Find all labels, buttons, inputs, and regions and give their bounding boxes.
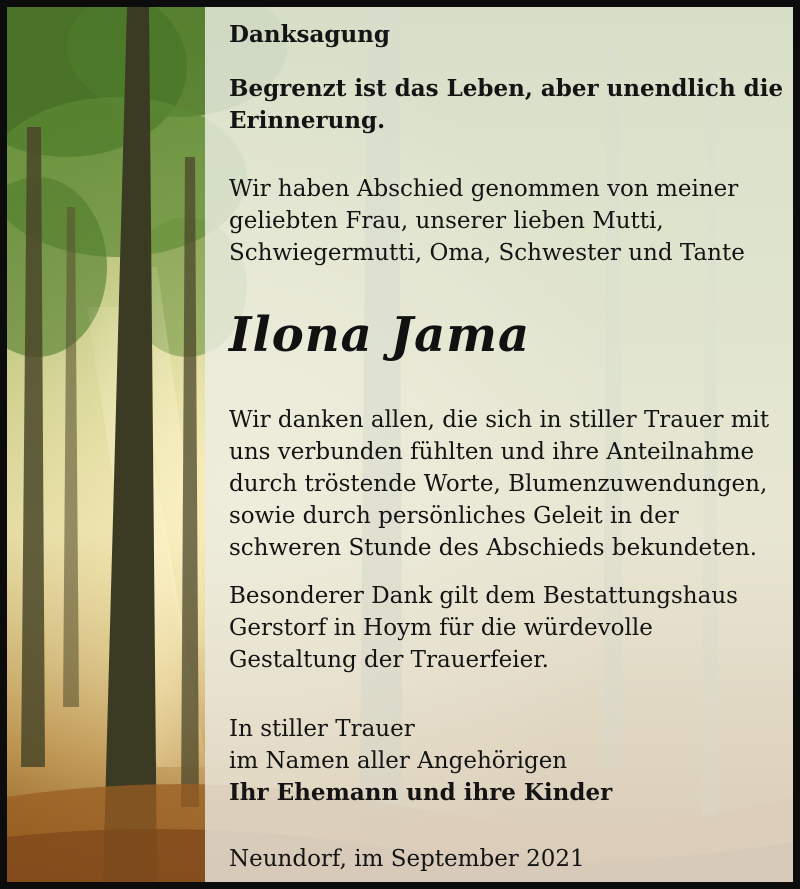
thanks-line: sowie durch persönliches Geleit in der — [229, 503, 679, 529]
intro-paragraph — [229, 173, 745, 269]
intro-line: Schwiegermutti, Oma, Schwester und Tante — [229, 240, 745, 266]
place-date: Neundorf, im September 2021 — [229, 846, 585, 872]
motto — [229, 73, 783, 137]
motto-line: Erinnerung. — [229, 107, 386, 134]
thanks-line: durch tröstende Worte, Blumenzuwendungen, — [229, 471, 768, 497]
heading: Danksagung — [229, 21, 390, 48]
thanks-line: uns verbunden fühlten und ihre Anteilnahme — [229, 439, 755, 465]
signature: Ihr Ehemann und ihre Kinder — [229, 779, 613, 806]
special-thanks-line: Besonderer Dank gilt dem Bestattungshaus — [229, 583, 738, 609]
thanks-line: schweren Stunde des Abschieds bekundeten. — [229, 535, 758, 561]
deceased-name: Ilona Jama — [229, 307, 531, 363]
special-thanks-line: Gestaltung der Trauerfeier. — [229, 647, 549, 673]
closing-line: In stiller Trauer — [229, 716, 415, 742]
thanks-line: Wir danken allen, die sich in stiller Trauer mit — [229, 407, 770, 433]
closing-block — [229, 713, 612, 809]
special-thanks-line: Gerstorf in Hoym für die würdevolle — [229, 615, 653, 641]
intro-line: geliebten Frau, unserer lieben Mutti, — [229, 208, 664, 234]
closing-line: im Namen aller Angehörigen — [229, 748, 568, 774]
intro-line: Wir haben Abschied genommen von meiner — [229, 176, 739, 202]
thanks-paragraph — [229, 404, 769, 564]
motto-line: Begrenzt ist das Leben, aber unendlich die — [229, 75, 784, 102]
special-thanks-paragraph — [229, 580, 738, 676]
